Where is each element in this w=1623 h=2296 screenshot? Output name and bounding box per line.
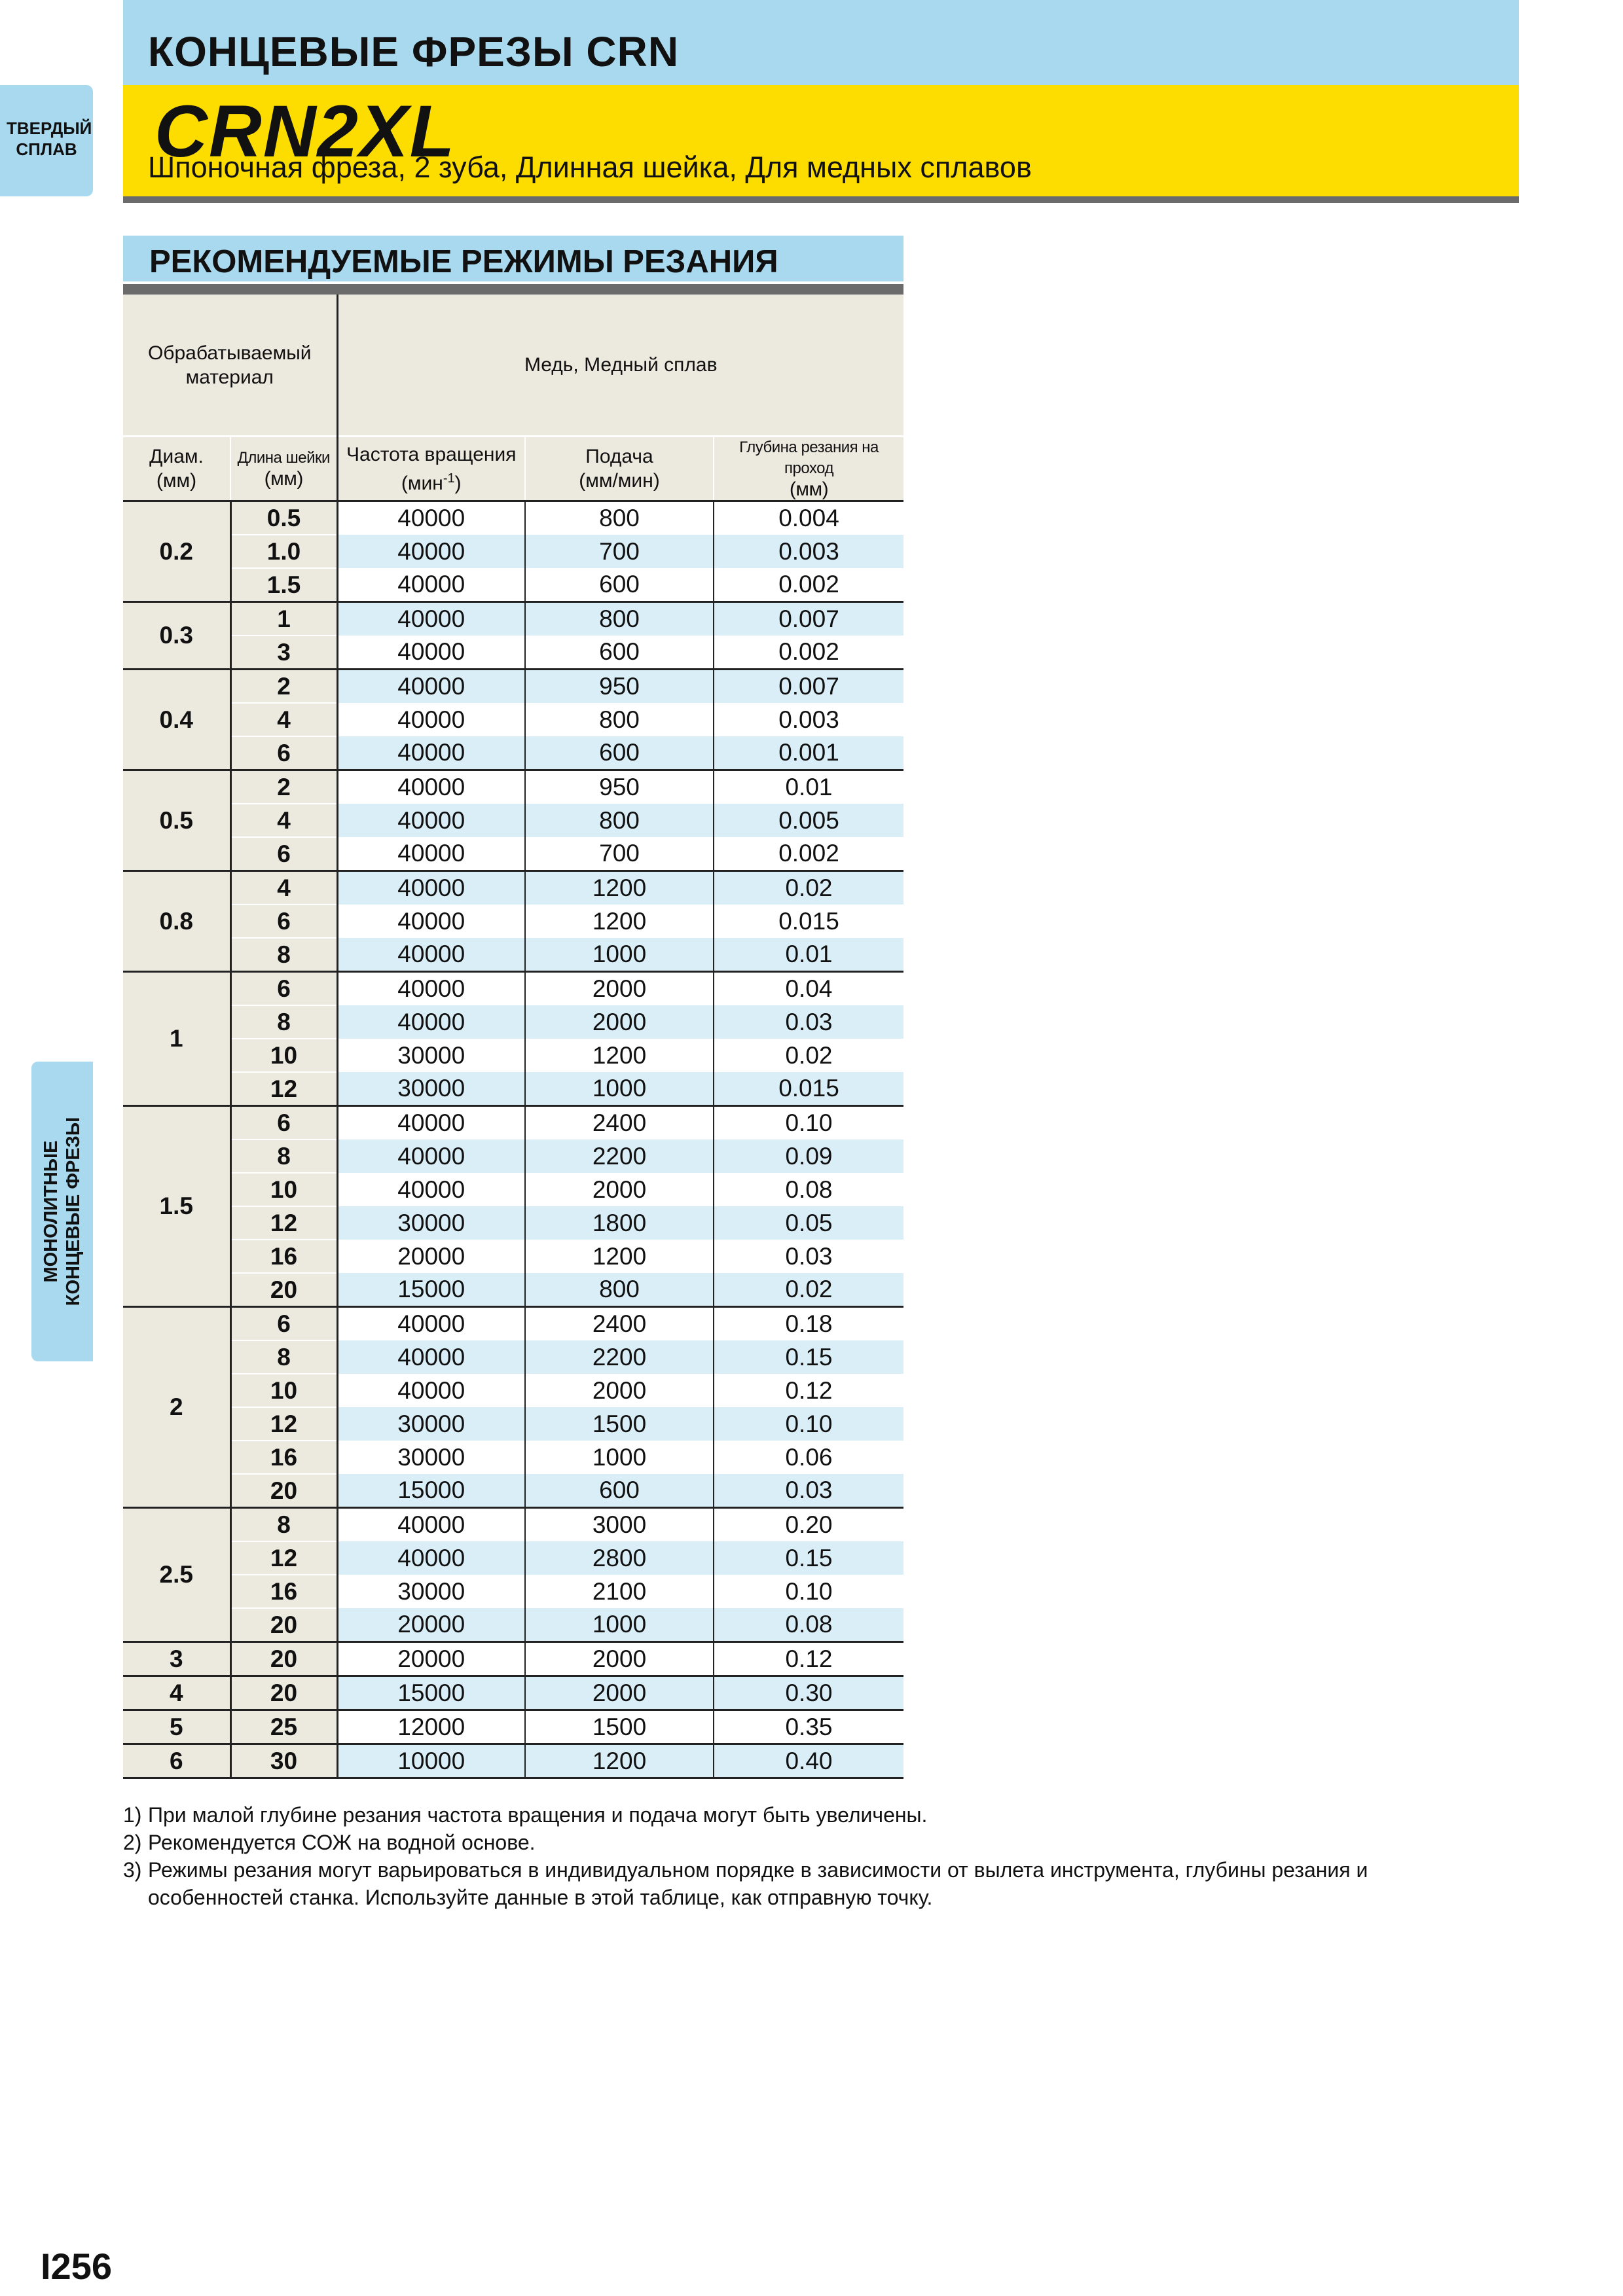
diameter-cell: 3 (123, 1642, 230, 1676)
feed-cell: 800 (525, 804, 714, 837)
table-row (123, 1273, 903, 1307)
col-header-feed-unit: (мм/мин) (579, 470, 660, 492)
table-row (123, 568, 903, 602)
col-header-speed (337, 437, 525, 501)
depth-cell: 0.05 (714, 1206, 903, 1240)
feed-cell: 2000 (525, 972, 714, 1006)
table-row (123, 837, 903, 871)
neck-length-cell: 0.5 (230, 501, 337, 535)
neck-length-cell: 8 (230, 1508, 337, 1542)
speed-cell: 40000 (337, 938, 525, 972)
depth-cell: 0.20 (714, 1508, 903, 1542)
table-row (123, 1508, 903, 1542)
page-title: КОНЦЕВЫЕ ФРЕЗЫ CRN (148, 28, 680, 75)
diameter-cell: 1.5 (123, 1106, 230, 1307)
neck-length-cell: 20 (230, 1273, 337, 1307)
feed-cell: 1800 (525, 1206, 714, 1240)
col-header-depth-unit: (мм) (789, 478, 829, 500)
table-row (123, 736, 903, 770)
feed-cell: 1200 (525, 1039, 714, 1072)
feed-cell: 1500 (525, 1710, 714, 1744)
diameter-cell: 4 (123, 1676, 230, 1710)
neck-length-cell: 4 (230, 804, 337, 837)
feed-cell: 2200 (525, 1340, 714, 1374)
footnote-number: 2) (123, 1831, 142, 1854)
diameter-cell: 1 (123, 972, 230, 1106)
col-header-depth (714, 437, 903, 501)
neck-length-cell: 1.5 (230, 568, 337, 602)
table-row (123, 1374, 903, 1407)
footnote-number: 3) (123, 1858, 142, 1882)
depth-cell: 0.18 (714, 1307, 903, 1341)
depth-cell: 0.04 (714, 972, 903, 1006)
speed-cell: 30000 (337, 1441, 525, 1474)
neck-length-cell: 16 (230, 1441, 337, 1474)
feed-cell: 1000 (525, 1072, 714, 1106)
neck-length-cell: 8 (230, 1340, 337, 1374)
speed-cell: 40000 (337, 770, 525, 804)
depth-cell: 0.01 (714, 770, 903, 804)
table-row (123, 1240, 903, 1273)
vertical-label-line1: МОНОЛИТНЫЕ (41, 1140, 62, 1283)
speed-cell: 20000 (337, 1240, 525, 1273)
feed-cell: 2800 (525, 1541, 714, 1575)
depth-cell: 0.001 (714, 736, 903, 770)
speed-cell: 12000 (337, 1710, 525, 1744)
feed-cell: 800 (525, 703, 714, 736)
model-subtitle: Шпоночная фреза, 2 зуба, Длинная шейка, Для медных сплавов (148, 151, 1032, 184)
neck-length-cell: 20 (230, 1642, 337, 1676)
speed-cell: 20000 (337, 1642, 525, 1676)
diameter-cell: 6 (123, 1744, 230, 1778)
depth-cell: 0.02 (714, 1273, 903, 1307)
table-row (123, 535, 903, 568)
depth-cell: 0.005 (714, 804, 903, 837)
feed-cell: 800 (525, 1273, 714, 1307)
depth-cell: 0.10 (714, 1575, 903, 1608)
material-name-cell: Медь, Медный сплав (337, 295, 903, 437)
neck-length-cell: 12 (230, 1206, 337, 1240)
depth-cell: 0.03 (714, 1240, 903, 1273)
feed-cell: 950 (525, 770, 714, 804)
speed-cell: 30000 (337, 1407, 525, 1441)
speed-cell: 40000 (337, 1139, 525, 1173)
depth-cell: 0.004 (714, 501, 903, 535)
neck-length-cell: 12 (230, 1072, 337, 1106)
speed-cell: 40000 (337, 670, 525, 704)
table-row (123, 1541, 903, 1575)
speed-cell: 15000 (337, 1273, 525, 1307)
col-header-diameter (123, 437, 230, 501)
table-row (123, 905, 903, 938)
neck-length-cell: 4 (230, 703, 337, 736)
feed-cell: 2000 (525, 1173, 714, 1206)
table-row (123, 1307, 903, 1341)
table-row (123, 1072, 903, 1106)
neck-length-cell: 6 (230, 736, 337, 770)
table-row (123, 1106, 903, 1140)
table-row (123, 501, 903, 535)
neck-length-cell: 2 (230, 670, 337, 704)
feed-cell: 800 (525, 602, 714, 636)
speed-cell: 40000 (337, 602, 525, 636)
table-row (123, 670, 903, 704)
material-label-line2: материал (185, 366, 274, 388)
table-row (123, 636, 903, 670)
speed-unit-exponent: -1 (443, 471, 455, 486)
neck-length-cell: 6 (230, 905, 337, 938)
depth-cell: 0.01 (714, 938, 903, 972)
table-row (123, 1206, 903, 1240)
depth-cell: 0.40 (714, 1744, 903, 1778)
depth-cell: 0.12 (714, 1642, 903, 1676)
neck-length-cell: 30 (230, 1744, 337, 1778)
neck-length-cell: 6 (230, 837, 337, 871)
speed-cell: 40000 (337, 837, 525, 871)
feed-cell: 700 (525, 535, 714, 568)
table-row (123, 938, 903, 972)
speed-cell: 40000 (337, 1340, 525, 1374)
table-row (123, 1441, 903, 1474)
feed-cell: 950 (525, 670, 714, 704)
speed-cell: 30000 (337, 1206, 525, 1240)
feed-cell: 1200 (525, 871, 714, 905)
feed-cell: 2100 (525, 1575, 714, 1608)
material-label-cell (123, 295, 337, 437)
speed-cell: 40000 (337, 703, 525, 736)
depth-cell: 0.06 (714, 1441, 903, 1474)
speed-cell: 15000 (337, 1676, 525, 1710)
footnote-text: При малой глубине резания частота вращения и подача могут быть увеличены. (148, 1803, 928, 1827)
table-row (123, 871, 903, 905)
page-number: I256 (41, 2246, 112, 2287)
depth-cell: 0.30 (714, 1676, 903, 1710)
neck-length-cell: 8 (230, 1139, 337, 1173)
footnote-text-continued: особенностей станка. Используйте данные в этой таблице, как отправную точку. (148, 1886, 933, 1909)
table-row (123, 1173, 903, 1206)
speed-cell: 15000 (337, 1474, 525, 1508)
depth-cell: 0.10 (714, 1106, 903, 1140)
cutting-conditions-table (123, 295, 903, 1779)
feed-cell: 2400 (525, 1106, 714, 1140)
table-row (123, 1407, 903, 1441)
feed-cell: 2000 (525, 1642, 714, 1676)
feed-cell: 1200 (525, 1240, 714, 1273)
col-header-diameter-label: Диам. (149, 446, 204, 467)
neck-length-cell: 25 (230, 1710, 337, 1744)
depth-cell: 0.03 (714, 1005, 903, 1039)
category-tab-vertical-label (40, 1067, 84, 1355)
depth-cell: 0.003 (714, 703, 903, 736)
col-header-speed-label: Частота вращения (346, 443, 517, 465)
depth-cell: 0.03 (714, 1474, 903, 1508)
speed-cell: 40000 (337, 1541, 525, 1575)
speed-cell: 30000 (337, 1072, 525, 1106)
speed-cell: 20000 (337, 1608, 525, 1642)
neck-length-cell: 10 (230, 1173, 337, 1206)
depth-cell: 0.007 (714, 602, 903, 636)
neck-length-cell: 20 (230, 1676, 337, 1710)
speed-cell: 40000 (337, 736, 525, 770)
depth-cell: 0.12 (714, 1374, 903, 1407)
col-header-neck-label: Длина шейки (237, 449, 330, 467)
table-row (123, 1039, 903, 1072)
header-rule (123, 196, 1519, 203)
speed-cell: 40000 (337, 535, 525, 568)
depth-cell: 0.002 (714, 636, 903, 670)
speed-cell: 40000 (337, 501, 525, 535)
depth-cell: 0.02 (714, 1039, 903, 1072)
col-header-feed (525, 437, 714, 501)
speed-cell: 30000 (337, 1039, 525, 1072)
col-header-speed-unit (338, 467, 525, 495)
footnote-text: Рекомендуется СОЖ на водной основе. (148, 1831, 536, 1854)
table-row (123, 1710, 903, 1744)
neck-length-cell: 1 (230, 602, 337, 636)
speed-cell: 40000 (337, 1307, 525, 1341)
neck-length-cell: 4 (230, 871, 337, 905)
feed-cell: 1200 (525, 905, 714, 938)
table-row (123, 1744, 903, 1778)
speed-cell: 40000 (337, 804, 525, 837)
section-rule (123, 284, 903, 295)
diameter-cell: 0.2 (123, 501, 230, 602)
speed-cell: 40000 (337, 1005, 525, 1039)
speed-cell: 40000 (337, 1173, 525, 1206)
depth-cell: 0.015 (714, 1072, 903, 1106)
table-row (123, 602, 903, 636)
neck-length-cell: 20 (230, 1608, 337, 1642)
table-row (123, 1608, 903, 1642)
depth-cell: 0.002 (714, 837, 903, 871)
feed-cell: 2000 (525, 1374, 714, 1407)
footnote-text: Режимы резания могут варьироваться в индивидуальном порядке в зависимости от вылета инструмента, глубины резания и (148, 1858, 1368, 1882)
depth-cell: 0.10 (714, 1407, 903, 1441)
feed-cell: 1000 (525, 1441, 714, 1474)
speed-cell: 10000 (337, 1744, 525, 1778)
depth-cell: 0.08 (714, 1173, 903, 1206)
neck-length-cell: 8 (230, 938, 337, 972)
neck-length-cell: 10 (230, 1374, 337, 1407)
table-row (123, 703, 903, 736)
feed-cell: 1000 (525, 938, 714, 972)
depth-cell: 0.35 (714, 1710, 903, 1744)
speed-cell: 40000 (337, 1508, 525, 1542)
feed-cell: 800 (525, 501, 714, 535)
diameter-cell: 0.4 (123, 670, 230, 770)
feed-cell: 700 (525, 837, 714, 871)
feed-cell: 3000 (525, 1508, 714, 1542)
depth-cell: 0.003 (714, 535, 903, 568)
neck-length-cell: 1.0 (230, 535, 337, 568)
table-row (123, 1139, 903, 1173)
col-header-neck-length (230, 437, 337, 501)
feed-cell: 2000 (525, 1676, 714, 1710)
speed-cell: 40000 (337, 905, 525, 938)
speed-unit-close: ) (454, 472, 462, 494)
feed-cell: 1200 (525, 1744, 714, 1778)
model-name: CRN2XL (155, 90, 456, 172)
footnote-1 (123, 1801, 1518, 1829)
feed-cell: 2000 (525, 1005, 714, 1039)
neck-length-cell: 6 (230, 1106, 337, 1140)
table-row (123, 1676, 903, 1710)
feed-cell: 600 (525, 1474, 714, 1508)
diameter-cell: 2.5 (123, 1508, 230, 1642)
neck-length-cell: 6 (230, 1307, 337, 1341)
speed-unit-text: (мин (401, 472, 443, 494)
diameter-cell: 2 (123, 1307, 230, 1508)
col-header-depth-label: Глубина резания на проход (739, 439, 879, 477)
diameter-cell: 0.5 (123, 770, 230, 871)
neck-length-cell: 20 (230, 1474, 337, 1508)
table-row (123, 1642, 903, 1676)
speed-cell: 40000 (337, 1106, 525, 1140)
speed-cell: 30000 (337, 1575, 525, 1608)
table-row (123, 972, 903, 1006)
neck-length-cell: 8 (230, 1005, 337, 1039)
depth-cell: 0.007 (714, 670, 903, 704)
neck-length-cell: 3 (230, 636, 337, 670)
depth-cell: 0.02 (714, 871, 903, 905)
feed-cell: 1500 (525, 1407, 714, 1441)
table-row (123, 804, 903, 837)
footnote-number: 1) (123, 1803, 142, 1827)
col-header-feed-label: Подача (585, 446, 653, 467)
col-header-neck-unit: (мм) (264, 468, 303, 490)
depth-cell: 0.08 (714, 1608, 903, 1642)
diameter-cell: 0.3 (123, 602, 230, 670)
depth-cell: 0.015 (714, 905, 903, 938)
diameter-cell: 5 (123, 1710, 230, 1744)
material-label-line1: Обрабатываемый (147, 342, 312, 364)
feed-cell: 2200 (525, 1139, 714, 1173)
speed-cell: 40000 (337, 568, 525, 602)
vertical-label-line2: КОНЦЕВЫЕ ФРЕЗЫ (63, 1117, 84, 1306)
feed-cell: 1000 (525, 1608, 714, 1642)
feed-cell: 2400 (525, 1307, 714, 1341)
depth-cell: 0.15 (714, 1340, 903, 1374)
section-title: РЕКОМЕНДУЕМЫЕ РЕЖИМЫ РЕЗАНИЯ (149, 244, 778, 279)
table-row (123, 770, 903, 804)
speed-cell: 40000 (337, 636, 525, 670)
depth-cell: 0.002 (714, 568, 903, 602)
table-row (123, 1575, 903, 1608)
feed-cell: 600 (525, 568, 714, 602)
neck-length-cell: 2 (230, 770, 337, 804)
feed-cell: 600 (525, 636, 714, 670)
table-row (123, 1474, 903, 1508)
neck-length-cell: 10 (230, 1039, 337, 1072)
depth-cell: 0.09 (714, 1139, 903, 1173)
neck-length-cell: 16 (230, 1240, 337, 1273)
footnote-2 (123, 1829, 1518, 1856)
neck-length-cell: 6 (230, 972, 337, 1006)
table-row (123, 1340, 903, 1374)
speed-cell: 40000 (337, 1374, 525, 1407)
category-tab-label: ТВЕРДЫЙ СПЛАВ (7, 118, 92, 159)
neck-length-cell: 12 (230, 1407, 337, 1441)
depth-cell: 0.15 (714, 1541, 903, 1575)
diameter-cell: 0.8 (123, 871, 230, 972)
neck-length-cell: 12 (230, 1541, 337, 1575)
table-row (123, 1005, 903, 1039)
col-header-diameter-unit: (мм) (156, 470, 197, 492)
speed-cell: 40000 (337, 871, 525, 905)
speed-cell: 40000 (337, 972, 525, 1006)
feed-cell: 600 (525, 736, 714, 770)
neck-length-cell: 16 (230, 1575, 337, 1608)
footnote-3 (123, 1856, 1518, 1911)
table-body (123, 501, 903, 1778)
